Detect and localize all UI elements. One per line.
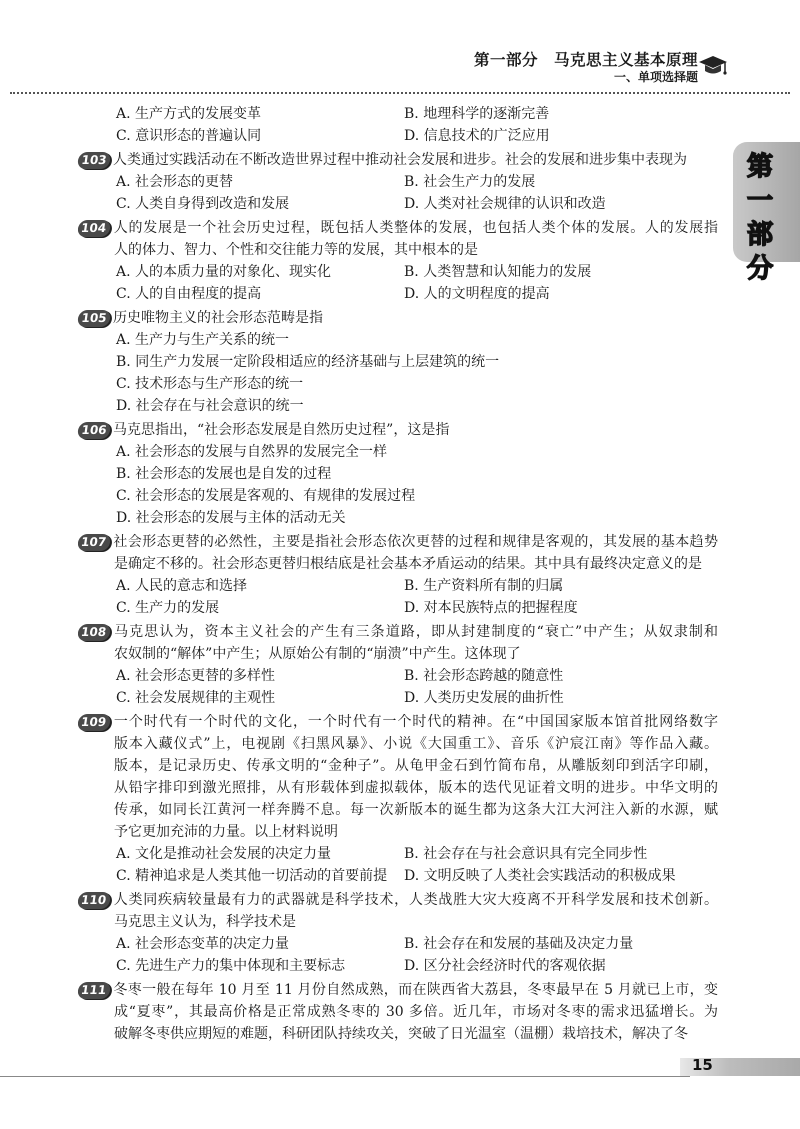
option-row (78, 865, 718, 887)
question-stem-line (78, 307, 718, 329)
question-stem-line (78, 889, 718, 911)
option-row (78, 261, 718, 283)
option: A. 社会形态的发展与自然界的发展完全一样 (116, 444, 388, 460)
option: A. 人的本质力量的对象化、现实化 (116, 264, 332, 280)
question-stem-text: 马克思认为，资本主义社会的产生有三条道路，即从封建制度的“衰亡”中产生；从奴隶制和 (113, 624, 718, 640)
page-header (0, 0, 800, 95)
option: C. 意识形态的普遍认同 (116, 128, 262, 144)
option-row (78, 665, 718, 687)
side-tab-char: 第 (746, 152, 773, 182)
option: C. 技术形态与生产形态的统一 (116, 376, 304, 392)
question-stem-line: 是确定不移的。社会形态更替归根结底是社会基本矛盾运动的结果。其中具有最终决定意义的是 (114, 556, 702, 572)
option: B. 社会存在和发展的基础及决定力量 (404, 936, 634, 952)
question-stem-text: 历史唯物主义的社会形态范畴是指 (113, 310, 323, 326)
question-stem-text: 人类通过实践活动在不断改造世界过程中推动社会发展和进步。社会的发展和进步集中表现为 (113, 152, 687, 168)
option: A. 社会形态变革的决定力量 (116, 936, 290, 952)
option-row (78, 283, 718, 305)
option: C. 社会形态的发展是客观的、有规律的发展过程 (116, 488, 416, 504)
graduation-cap-icon (698, 50, 728, 80)
question-stem-text: 人类同疾病较量最有力的武器就是科学技术，人类战胜大灾大疫离不开科学发展和技术创新。 (113, 892, 718, 908)
question-number-badge: 107 (78, 534, 111, 551)
option-row (78, 843, 718, 865)
question-number-badge: 105 (77, 310, 111, 327)
question-stem-line: 成“夏枣”，其最高价格是正常成熟冬枣的 30 多倍。近几年，市场对冬枣的需求迅猛增长。为 (114, 1004, 718, 1020)
option: A. 人民的意志和选择 (116, 578, 248, 594)
question-stem-line: 农奴制的“解体”中产生；从原始公有制的“崩溃”中产生。这体现了 (114, 646, 521, 662)
side-tab-char: 一 (746, 186, 773, 216)
option: A. 生产力与生产关系的统一 (116, 332, 290, 348)
option: B. 同生产力发展一定阶段相适应的经济基础与上层建筑的统一 (116, 354, 500, 370)
side-tab-char: 部 (746, 220, 773, 250)
option: C. 社会发展规律的主观性 (116, 690, 276, 706)
question-stem-text: 社会形态更替的必然性，主要是指社会形态依次更替的过程和规律是客观的，其发展的基本趋势 (113, 534, 718, 550)
question-stem-line (78, 979, 718, 1001)
question-stem-line: 传承，如同长江黄河一样奔腾不息。每一次新版本的诞生都为这条大江大河注入新的水源，赋 (114, 802, 718, 818)
option: D. 人类历史发展的曲折性 (404, 690, 564, 706)
question-number-badge: 108 (78, 624, 111, 641)
question-stem-line: 予它更加充沛的力量。以上材料说明 (114, 824, 338, 840)
option: D. 区分社会经济时代的客观依据 (404, 958, 606, 974)
option: D. 人的文明程度的提高 (404, 286, 550, 302)
option: B. 社会生产力的发展 (404, 174, 536, 190)
option-row (78, 125, 718, 147)
option-row (78, 171, 718, 193)
question-stem-text: 冬枣一般在每年 10 月至 11 月份自然成熟，而在陕西省大荔县，冬枣最早在 5 月就已上市，变 (113, 982, 718, 998)
question-stem-line (78, 217, 718, 239)
option-row (78, 597, 718, 619)
option: A. 生产方式的发展变革 (116, 106, 262, 122)
side-tab-char: 分 (746, 254, 773, 284)
option: D. 信息技术的广泛应用 (404, 128, 550, 144)
option-row (78, 193, 718, 215)
option: D. 文明反映了人类社会实践活动的积极成果 (404, 868, 676, 884)
option: B. 社会形态的发展也是自发的过程 (116, 466, 332, 482)
option-row (78, 103, 718, 125)
header-divider (10, 92, 790, 94)
question-number-badge: 111 (78, 982, 111, 999)
question-number-badge: 104 (78, 220, 111, 237)
question-stem-line (78, 419, 718, 441)
question-stem-line: 版本，是记录历史、传承文明的“金种子”。从龟甲金石到竹简布帛，从雕版刻印到活字印刷， (114, 758, 718, 774)
question-stem-line (78, 149, 718, 171)
question-stem-line (78, 531, 718, 553)
footer-rule (0, 1076, 690, 1077)
option: D. 人类对社会规律的认识和改造 (404, 196, 606, 212)
question-number-badge: 109 (78, 714, 111, 731)
option: B. 社会形态跨越的随意性 (404, 668, 564, 684)
question-stem-line: 从铅字排印到激光照排，从有形载体到虚拟载体，版本的迭代见证着文明的进步。中华文明的 (114, 780, 718, 796)
option-row (78, 955, 718, 977)
section-side-tab-label (738, 150, 782, 286)
option: B. 生产资料所有制的归属 (404, 578, 564, 594)
question-number-badge: 106 (77, 422, 111, 439)
page-number: 15 (692, 1056, 713, 1074)
question-number-badge: 103 (77, 152, 111, 169)
option: B. 地理科学的逐渐完善 (404, 106, 550, 122)
question-stem-line: 马克思主义认为，科学技术是 (114, 914, 296, 930)
option: C. 人的自由程度的提高 (116, 286, 262, 302)
option: B. 社会存在与社会意识具有完全同步性 (404, 846, 648, 862)
option: A. 社会形态更替的多样性 (116, 668, 276, 684)
question-stem-line: 人的体力、智力、个性和交往能力等的发展，其中根本的是 (114, 242, 478, 258)
option-row (78, 933, 718, 955)
question-number-badge: 110 (78, 892, 111, 909)
option: D. 社会存在与社会意识的统一 (116, 398, 304, 414)
header-title: 第一部分 马克思主义基本原理 (473, 51, 698, 69)
question-stem-line (78, 621, 718, 643)
option: C. 人类自身得到改造和发展 (116, 196, 290, 212)
question-list (78, 103, 718, 1045)
option: A. 社会形态的更替 (116, 174, 234, 190)
option: C. 精神追求是人类其他一切活动的首要前提 (116, 868, 388, 884)
option: D. 对本民族特点的把握程度 (404, 600, 578, 616)
question-stem-text: 一个时代有一个时代的文化，一个时代有一个时代的精神。在“中国国家版本馆首批网络数字 (113, 714, 718, 730)
option: A. 文化是推动社会发展的决定力量 (116, 846, 332, 862)
question-stem-line (78, 711, 718, 733)
question-stem-text: 人的发展是一个社会历史过程，既包括人类整体的发展，也包括人类个体的发展。人的发展指 (113, 220, 718, 236)
header-subtitle: 一、单项选择题 (613, 70, 698, 84)
option: C. 先进生产力的集中体现和主要标志 (116, 958, 346, 974)
question-stem-line: 破解冬枣供应期短的难题，科研团队持续攻关，突破了日光温室（温棚）栽培技术，解决了冬 (114, 1026, 688, 1042)
option-row (78, 687, 718, 709)
question-stem-text: 马克思指出，“社会形态发展是自然历史过程”，这是指 (113, 422, 450, 438)
option: D. 社会形态的发展与主体的活动无关 (116, 510, 346, 526)
option-row (78, 575, 718, 597)
question-stem-line: 版本入藏仪式”上，电视剧《扫黑风暴》、小说《大国重工》、音乐《沪宸江南》等作品入藏。 (114, 736, 718, 752)
option: C. 生产力的发展 (116, 600, 220, 616)
option: B. 人类智慧和认知能力的发展 (404, 264, 592, 280)
